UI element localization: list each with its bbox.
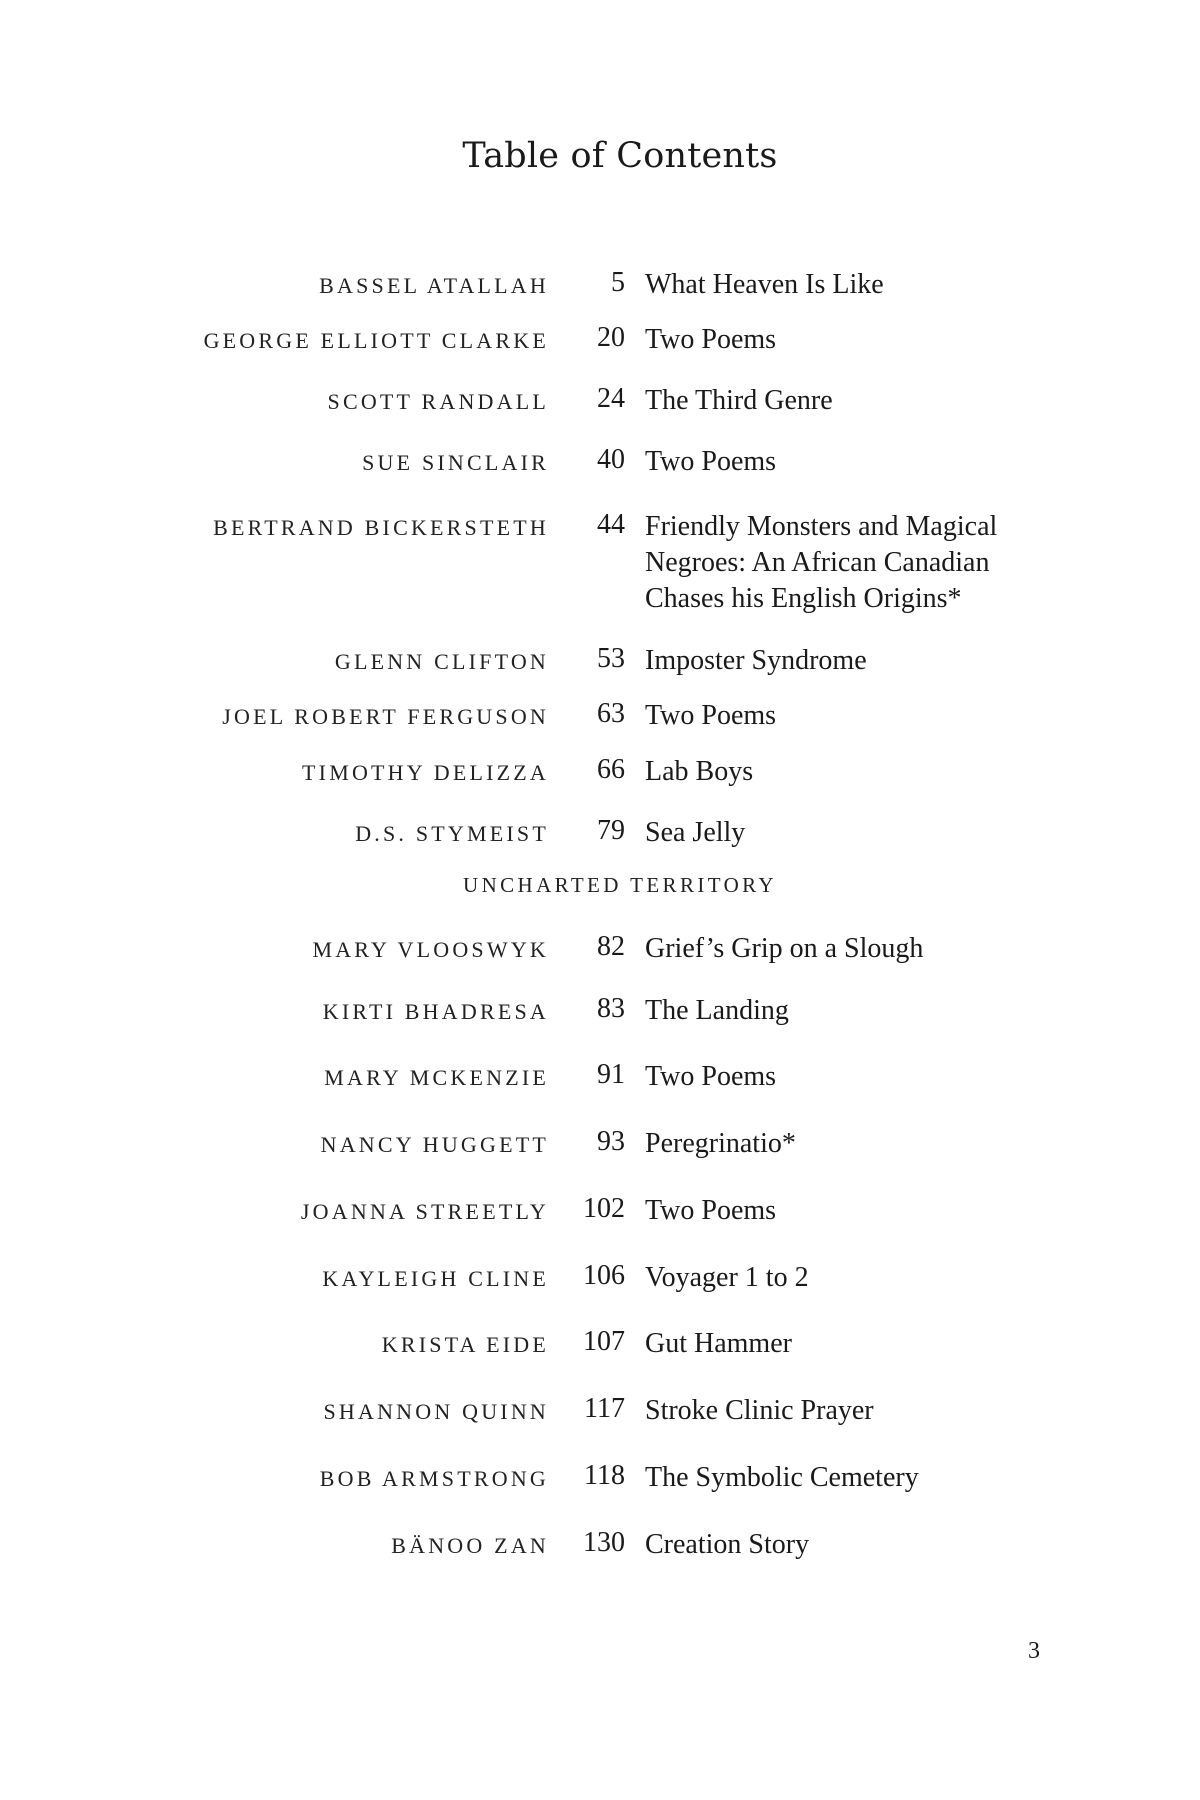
entry-page-number: 102: [583, 1193, 625, 1224]
entry-title: Stroke Clinic Prayer: [645, 1395, 874, 1426]
entry-page-number: 66: [597, 754, 625, 785]
entry-page-number: 79: [597, 815, 625, 846]
entry-page-number: 93: [597, 1126, 625, 1157]
entry-title: Voyager 1 to 2: [645, 1262, 809, 1293]
entry-title: The Landing: [645, 995, 789, 1026]
entry-title: Friendly Monsters and Magical Negroes: An African Canadian Chases his English Origins*: [645, 511, 998, 614]
entry-author: NANCY HUGGETT: [320, 1132, 549, 1157]
entry-page-number: 24: [597, 383, 625, 414]
entry-page-number: 44: [597, 509, 625, 540]
entry-title: Peregrinatio*: [645, 1128, 796, 1159]
entry-author: GLENN CLIFTON: [334, 649, 549, 674]
entry-author: MARY MCKENZIE: [324, 1065, 549, 1090]
entry-page-number: 63: [597, 698, 625, 729]
entry-author: KIRTI BHADRESA: [322, 999, 549, 1024]
entry-author: SCOTT RANDALL: [327, 389, 549, 414]
entry-author: SUE SINCLAIR: [362, 450, 549, 475]
entry-author: JOANNA STREETLY: [300, 1199, 549, 1224]
entry-author: GEORGE ELLIOTT CLARKE: [203, 328, 549, 353]
entry-title: Sea Jelly: [645, 817, 746, 848]
entry-author: BASSEL ATALLAH: [319, 273, 549, 298]
entry-author: BÄNOO ZAN: [391, 1533, 549, 1558]
entry-title: Two Poems: [645, 446, 777, 477]
entry-author: KAYLEIGH CLINE: [322, 1266, 549, 1291]
entry-author: D.S. STYMEIST: [355, 821, 549, 846]
entry-author: KRISTA EIDE: [381, 1332, 549, 1357]
entry-author: SHANNON QUINN: [323, 1399, 549, 1424]
entry-author: MARY VLOOSWYK: [312, 937, 549, 962]
entry-title: Two Poems: [645, 324, 777, 355]
entry-page-number: 107: [583, 1326, 625, 1357]
entry-page-number: 83: [597, 993, 625, 1024]
entry-page-number: 53: [597, 643, 625, 674]
entry-title: Lab Boys: [645, 756, 754, 787]
entry-title: The Symbolic Cemetery: [645, 1462, 919, 1493]
entry-page-number: 91: [597, 1059, 625, 1090]
entry-page-number: 5: [611, 267, 625, 298]
page-title: Table of Contents: [462, 136, 778, 176]
entry-title: Imposter Syndrome: [645, 645, 867, 676]
page-number: 3: [1028, 1638, 1040, 1664]
entry-author: BOB ARMSTRONG: [319, 1466, 549, 1491]
entry-title: Two Poems: [645, 1195, 777, 1226]
entry-title: What Heaven Is Like: [645, 269, 884, 300]
entry-title: The Third Genre: [645, 385, 833, 416]
entry-page-number: 20: [597, 322, 625, 353]
entry-page-number: 82: [597, 931, 625, 962]
entry-author: JOEL ROBERT FERGUSON: [222, 704, 549, 729]
entry-title: Creation Story: [645, 1529, 810, 1560]
entry-title: Two Poems: [645, 1061, 777, 1092]
entry-author: TIMOTHY DELIZZA: [302, 760, 549, 785]
entry-title: Grief’s Grip on a Slough: [645, 933, 924, 964]
entry-page-number: 40: [597, 444, 625, 475]
entry-page-number: 106: [583, 1260, 625, 1291]
section-heading: UNCHARTED TERRITORY: [463, 873, 777, 897]
entry-title: Gut Hammer: [645, 1328, 792, 1359]
entry-title: Two Poems: [645, 700, 777, 731]
entry-page-number: 117: [584, 1393, 625, 1424]
entry-page-number: 118: [584, 1460, 625, 1491]
entry-author: BERTRAND BICKERSTETH: [213, 515, 549, 540]
entry-page-number: 130: [583, 1527, 625, 1558]
